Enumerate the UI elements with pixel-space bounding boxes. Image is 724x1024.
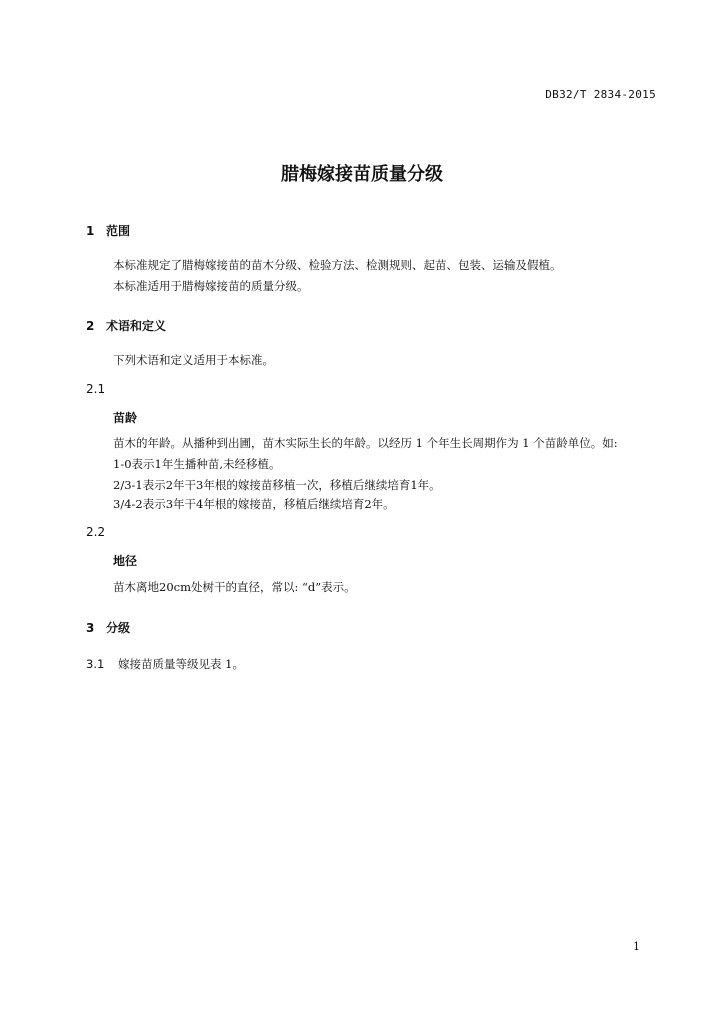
- page-title: 腊梅嫁接苗质量分级: [281, 164, 443, 185]
- standard-code: DB32/T 2834-2015: [545, 88, 656, 101]
- term-ground-diameter: 地径: [113, 554, 138, 568]
- section-number: 1: [86, 224, 95, 238]
- clause-2-1-number: 2.1: [86, 382, 106, 396]
- section-2-heading: [86, 317, 166, 334]
- paragraph: 本标准规定了腊梅嫁接苗的苗木分级、检验方法、检测规则、起苗、包装、运输及假植。: [113, 258, 562, 272]
- paragraph: 3/4-2表示3年干4年根的嫁接苗，移植后继续培育2年。: [113, 497, 395, 511]
- section-1-heading: [86, 222, 130, 239]
- section-title: 范围: [106, 224, 131, 238]
- section-3-heading: [86, 619, 130, 636]
- page-number: 1: [633, 940, 640, 953]
- clause-3-1: [86, 656, 244, 672]
- paragraph: 1-0表示1年生播种苗,未经移植。: [113, 457, 281, 471]
- section-number: 2: [86, 319, 95, 333]
- paragraph: 苗木离地20cm处树干的直径，常以: “d”表示。: [113, 580, 356, 594]
- paragraph: 2/3-1表示2年干3年根的嫁接苗移植一次，移植后继续培育1年。: [113, 478, 441, 492]
- section-title: 术语和定义: [106, 319, 167, 333]
- paragraph: 苗木的年龄。从播种到出圃，苗木实际生长的年龄。以经历 1 个年生长周期作为 1 个苗龄单位。如:: [113, 436, 618, 450]
- clause-text: 嫁接苗质量等级见表 1。: [118, 657, 244, 671]
- clause-2-2-number: 2.2: [86, 525, 106, 539]
- term-seedling-age: 苗龄: [113, 411, 138, 425]
- section-title: 分级: [106, 621, 131, 635]
- clause-number: 3.1: [86, 657, 105, 671]
- paragraph: 下列术语和定义适用于本标准。: [113, 353, 274, 367]
- section-number: 3: [86, 621, 95, 635]
- paragraph: 本标准适用于腊梅嫁接苗的质量分级。: [113, 279, 309, 293]
